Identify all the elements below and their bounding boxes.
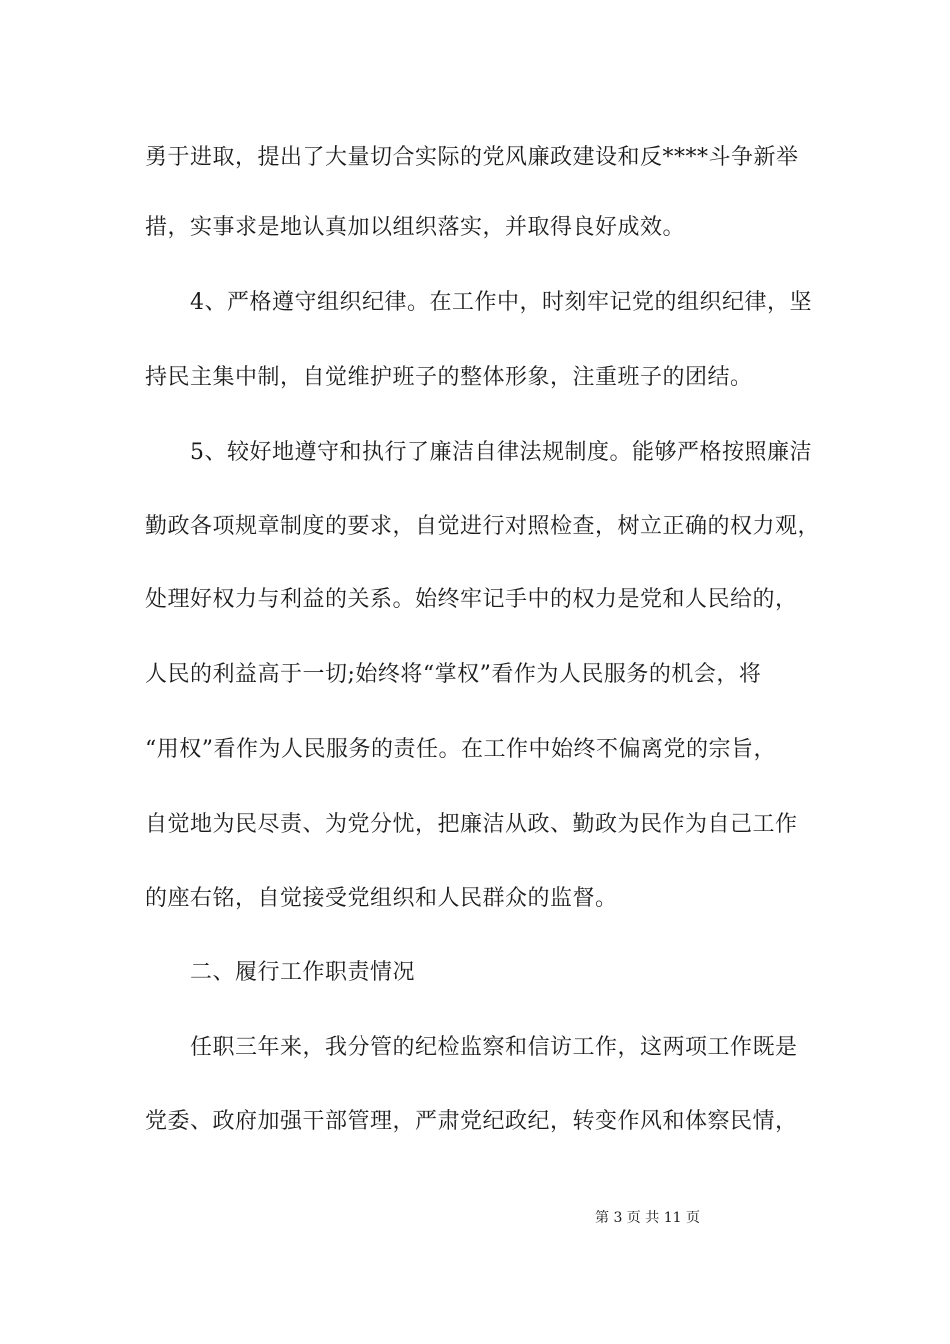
paragraph-line-5: 5、较好地遵守和执行了廉洁自律法规制度。能够严格按照廉洁 [190, 440, 812, 465]
paragraph-line-2: 措，实事求是地认真加以组织落实，并取得良好成效。 [145, 215, 686, 240]
page-number-footer: 第 3 页 共 11 页 [595, 1210, 700, 1226]
paragraph-line-13: 任职三年来，我分管的纪检监察和信访工作，这两项工作既是 [190, 1035, 798, 1060]
paragraph-line-1: 勇于进取，提出了大量切合实际的党风廉政建设和反****斗争新举 [145, 145, 799, 170]
paragraph-line-4: 持民主集中制，自觉维护班子的整体形象，注重班子的团结。 [145, 365, 753, 390]
paragraph-line-7: 处理好权力与利益的关系。始终牢记手中的权力是党和人民给的， [145, 587, 798, 612]
section-heading: 二、履行工作职责情况 [190, 960, 416, 985]
paragraph-line-3: 4、严格遵守组织纪律。在工作中，时刻牢记党的组织纪律，坚 [190, 290, 812, 315]
paragraph-line-14: 党委、政府加强干部管理，严肃党纪政纪，转变作风和体察民情， [145, 1109, 798, 1134]
paragraph-line-10: 自觉地为民尽责、为党分忧，把廉洁从政、勤政为民作为自己工作 [145, 812, 798, 837]
paragraph-line-6: 勤政各项规章制度的要求，自觉进行对照检查，树立正确的权力观， [145, 514, 821, 539]
paragraph-line-8: 人民的利益高于一切;始终将“掌权”看作为人民服务的机会，将 [145, 662, 762, 687]
paragraph-line-9: “用权”看作为人民服务的责任。在工作中始终不偏离党的宗旨， [145, 737, 776, 762]
paragraph-line-11: 的座右铭，自觉接受党组织和人民群众的监督。 [145, 886, 618, 911]
